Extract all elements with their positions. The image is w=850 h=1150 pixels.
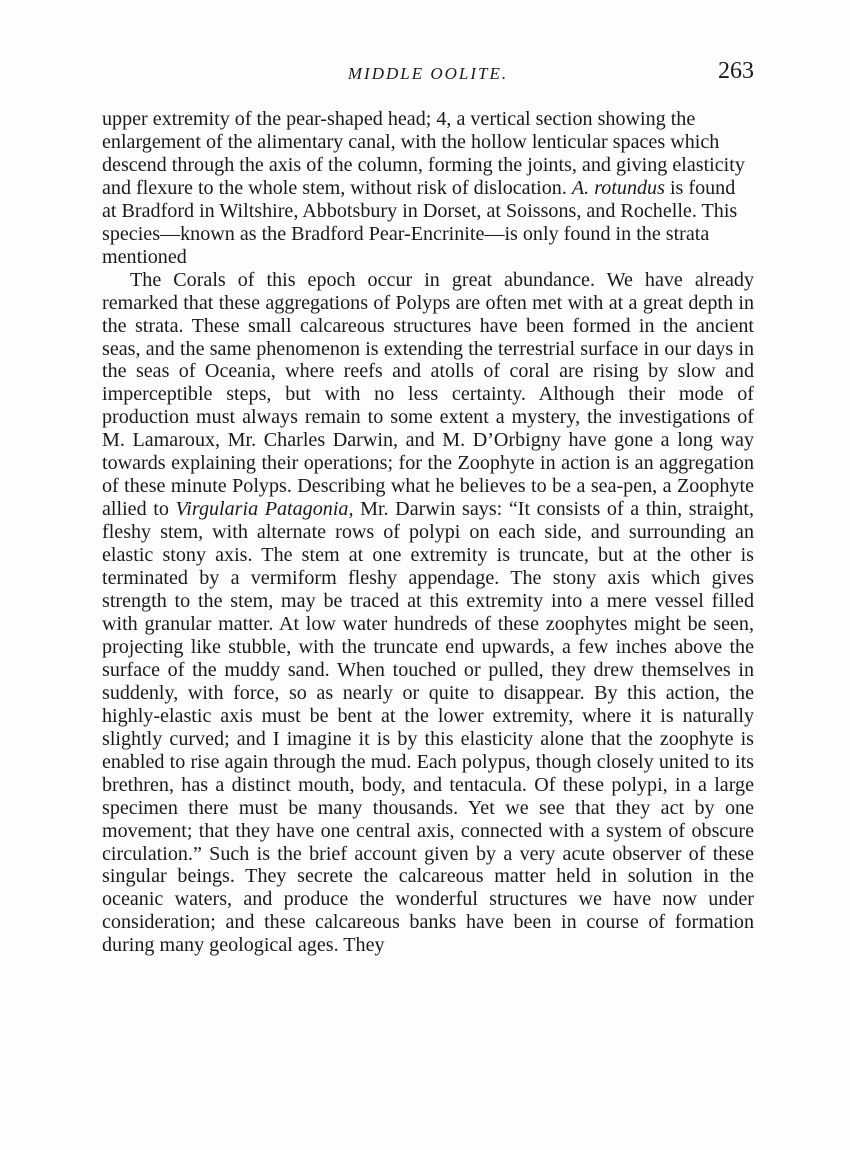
- running-head: [102, 58, 754, 92]
- species-name-italic: Virgularia Patagonia,: [175, 498, 354, 521]
- text-run: Mr. Darwin says: “It consists of a thin, straight, fleshy stem, with alternate rows of polypi on each side, and surrounding an elastic stony axis. The stem at one extremity is truncate, but at the other is terminated by a vermiform fleshy appendage. The stony axis which gives strength to the stem, may be traced at this extremity into a mere vessel filled with granular matter. At low water hundreds of these zoophytes might be seen, projecting like stubble, with the truncate end upwards, a few inches above the surface of the muddy sand. When touched or pulled, they drew themselves in suddenly, with force, so as nearly or quite to disappear. By this action, the highly-elastic axis must be bent at the lower extremity, where it is naturally slightly curved; and I imagine it is by this elasticity alone that the zoophyte is enabled to rise again through the mud. Each polypus, though closely united to its brethren, has a distinct mouth, body, and tentacula. Of these polypi, in a large specimen there must be many thousands. Yet we see that they act by one movement; that they have one central axis, connected with a system of obscure circulation.” Such is the brief account given by a very acute observer of these singular beings. They secrete the calcareous matter held in solution in the oceanic waters, and produce the wonderful structures we have now under consideration; and these calcareous banks have been in course of formation during many geological ages. They: [102, 498, 755, 957]
- paragraph-continuation: [102, 108, 754, 269]
- page-number: 263: [718, 58, 754, 84]
- paragraph-corals: [102, 269, 754, 958]
- text-run: upper extremity of the pear-shaped head; 4, a vertical section showing the enlargement of the alimentary canal, with the hollow lenticular spaces which descend through the axis of the column, forming the joints, and giving elasticity and flexure to the whole stem, without risk of dislocation.: [102, 108, 745, 199]
- species-name-italic: A. rotundus: [571, 176, 665, 199]
- text-run: is found at Bradford in Wiltshire, Abbotsbury in Dorset, at Soissons, and Rochelle. This species—known as the Bradford Pear-Encrinite—is only found in the strata mentioned: [102, 176, 738, 268]
- running-title: MIDDLE OOLITE.: [347, 64, 509, 83]
- body-text: [102, 108, 754, 957]
- text-run: The Corals of this epoch occur in great abundance. We have already remarked that these aggregations of Polyps are often met with at a great depth in the strata. These small calcareous structures have been formed in the ancient seas, and the same phenomenon is extending the terrestrial surface in our days in the seas of Oceania, where reefs and atolls of coral are rising by slow and imperceptible steps, but with no less certainty. Although their mode of production must always remain to some extent a mystery, the investigations of M. Lamaroux, Mr. Charles Darwin, and M. D’Orbigny have gone a long way towards explaining their operations; for the Zoophyte in action is an aggregation of these minute Polyps. Describing what he believes to be a sea-pen, a Zoophyte allied to: [102, 268, 754, 521]
